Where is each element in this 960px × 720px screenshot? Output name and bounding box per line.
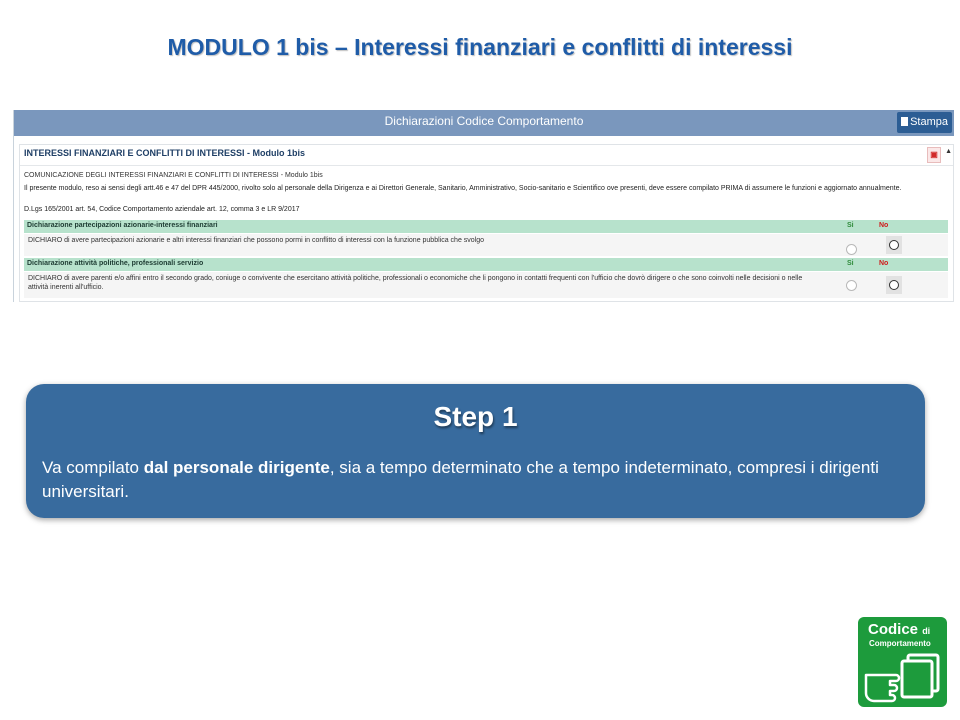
section-header-financial (24, 220, 948, 233)
collapse-up-icon[interactable]: ▲ (945, 148, 952, 155)
codice-comportamento-logo (858, 617, 947, 707)
document-icon (901, 117, 908, 126)
no-column-label: No (879, 222, 889, 229)
communication-text: COMUNICAZIONE DEGLI INTERESSI FINANZIARI E CONFLITTI DI INTERESSI - Modulo 1bis (24, 172, 323, 179)
no-radio-wrap (886, 236, 902, 254)
no-radio[interactable] (889, 280, 899, 290)
logo-line1: Codice di (868, 621, 931, 638)
print-button-label: Stampa (910, 116, 948, 128)
yes-column-label: Si (847, 260, 854, 267)
norms-text: D.Lgs 165/2001 art. 54, Codice Comportamento aziendale art. 12, comma 3 e LR 9/2017 (24, 206, 300, 213)
logo-line2: Comportamento (869, 639, 931, 648)
pdf-icon[interactable]: ▣ (927, 147, 941, 163)
step-title: Step 1 (433, 401, 518, 432)
statement-text: DICHIARO di avere parenti e/o affini entro il secondo grado, coniuge o convivente che esercitano attività politiche, professionali o economiche che li pongono in contatti frequenti con l'ufficio che dovrò dirigere o che sono coinvolti nelle decisioni o nelle attività inerenti all'ufficio. (28, 275, 803, 291)
intro-text: Il presente modulo, reso ai sensi degli artt.46 e 47 del DPR 445/2000, rivolto solo al personale della Dirigenza e ai Direttori Generale, Sanitario, Amministrativo, Socio-sanitario e Scientifico ove presenti, deve essere compilato PRIMA di assumere le funzioni e aggiornato annualmente. (24, 185, 902, 192)
statement-row-political (24, 272, 948, 298)
module-box (19, 144, 954, 302)
statement-text: DICHIARO di avere partecipazioni azionarie e altri interessi finanziari che possono pormi in conflitto di interessi con la funzione pubblica che svolgo (28, 237, 485, 244)
print-button[interactable] (897, 112, 952, 133)
module-title: INTERESSI FINANZIARI E CONFLITTI DI INTERESSI - Modulo 1bis (24, 148, 306, 158)
slide-title: MODULO 1 bis – Interessi finanziari e conflitti di interessi (167, 34, 793, 60)
step-description (42, 456, 902, 504)
step-text-bold: dal personale dirigente (143, 458, 330, 477)
no-radio[interactable] (889, 240, 899, 250)
declarations-panel (13, 110, 954, 302)
section-title: Dichiarazione attività politiche, professionali servizio (27, 260, 204, 267)
pointing-hand-icon (858, 617, 947, 707)
module-box-header (20, 145, 953, 166)
statement-row-financial (24, 234, 948, 256)
section-title: Dichiarazione partecipazioni azionarie-interessi finanziari (27, 222, 218, 229)
step-text-before: Va compilato (42, 458, 144, 477)
no-radio-wrap (886, 276, 902, 294)
step-text-after: , sia a tempo determinato che a tempo indeterminato, compresi i dirigenti universitari. (42, 458, 879, 501)
no-column-label: No (879, 260, 889, 267)
panel-header (14, 110, 954, 136)
section-header-political (24, 258, 948, 271)
yes-column-label: Si (847, 222, 854, 229)
panel-header-title: Dichiarazioni Codice Comportamento (384, 114, 584, 128)
step-callout (26, 384, 925, 518)
yes-radio[interactable] (846, 280, 857, 291)
yes-radio[interactable] (846, 244, 857, 255)
